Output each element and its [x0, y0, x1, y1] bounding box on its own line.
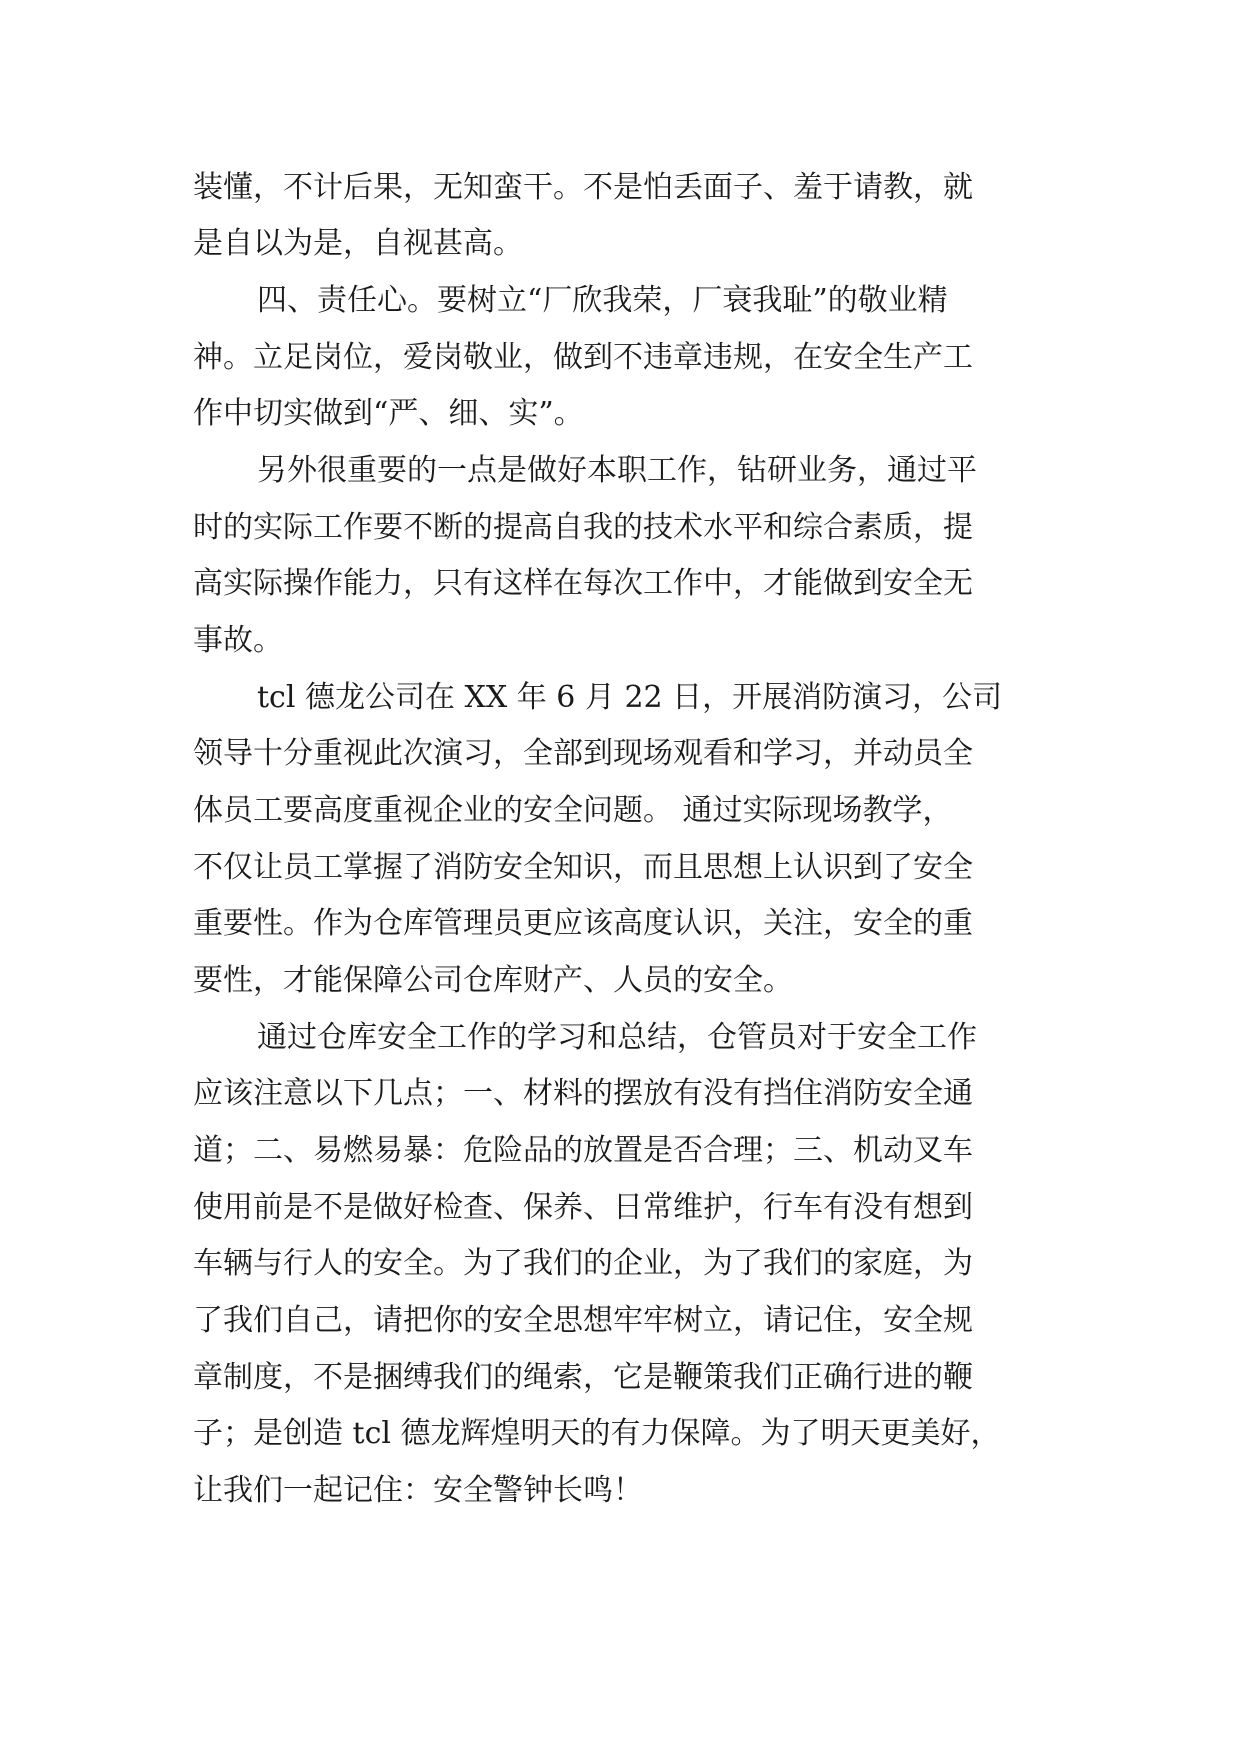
- text-line: 高实际操作能力，只有这样在每次工作中，才能做到安全无: [193, 566, 973, 601]
- text-line: 体员工要高度重视企业的安全问题。 通过实际现场教学，: [193, 793, 953, 828]
- text-line: 使用前是不是做好检查、保养、日常维护，行车有没有想到: [193, 1190, 973, 1225]
- text-line: 子；是创造 tcl 德龙辉煌明天的有力保障。为了明天更美好，: [193, 1416, 1001, 1451]
- text-line: 车辆与行人的安全。为了我们的企业，为了我们的家庭，为: [193, 1246, 973, 1281]
- text-line: 不仅让员工掌握了消防安全知识，而且思想上认识到了安全: [193, 850, 973, 885]
- text-line: 作中切实做到“严、细、实”。: [193, 396, 584, 431]
- paragraph-start: 另外很重要的一点是做好本职工作，钻研业务，通过平: [257, 453, 977, 488]
- text-line: 了我们自己，请把你的安全思想牢牢树立，请记住，安全规: [193, 1303, 973, 1338]
- text-line: 应该注意以下几点；一、材料的摆放有没有挡住消防安全通: [193, 1076, 973, 1111]
- paragraph-start: 四、责任心。要树立“厂欣我荣，厂衰我耻”的敬业精: [257, 283, 948, 318]
- text-line: 让我们一起记住：安全警钟长鸣！: [193, 1473, 643, 1508]
- text-line: 重要性。作为仓库管理员更应该高度认识，关注，安全的重: [193, 906, 973, 941]
- paragraph-start: 通过仓库安全工作的学习和总结，仓管员对于安全工作: [257, 1020, 977, 1055]
- text-line: 道；二、易燃易暴：危险品的放置是否合理；三、机动叉车: [193, 1133, 973, 1168]
- text-line: 要性，才能保障公司仓库财产、人员的安全。: [193, 963, 793, 998]
- text-line: 时的实际工作要不断的提高自我的技术水平和综合素质，提: [193, 510, 973, 545]
- text-line: 章制度，不是捆缚我们的绳索，它是鞭策我们正确行进的鞭: [193, 1360, 973, 1395]
- text-line: 事故。: [193, 623, 283, 658]
- text-line: 领导十分重视此次演习，全部到现场观看和学习，并动员全: [193, 736, 973, 771]
- text-line: 是自以为是，自视甚高。: [193, 226, 523, 261]
- text-line: 神。立足岗位，爱岗敬业，做到不违章违规，在安全生产工: [193, 340, 973, 375]
- text-line: 装懂，不计后果，无知蛮干。不是怕丢面子、羞于请教，就: [193, 170, 973, 205]
- paragraph-start: tcl 德龙公司在 XX 年 6 月 22 日，开展消防演习，公司: [257, 680, 1003, 715]
